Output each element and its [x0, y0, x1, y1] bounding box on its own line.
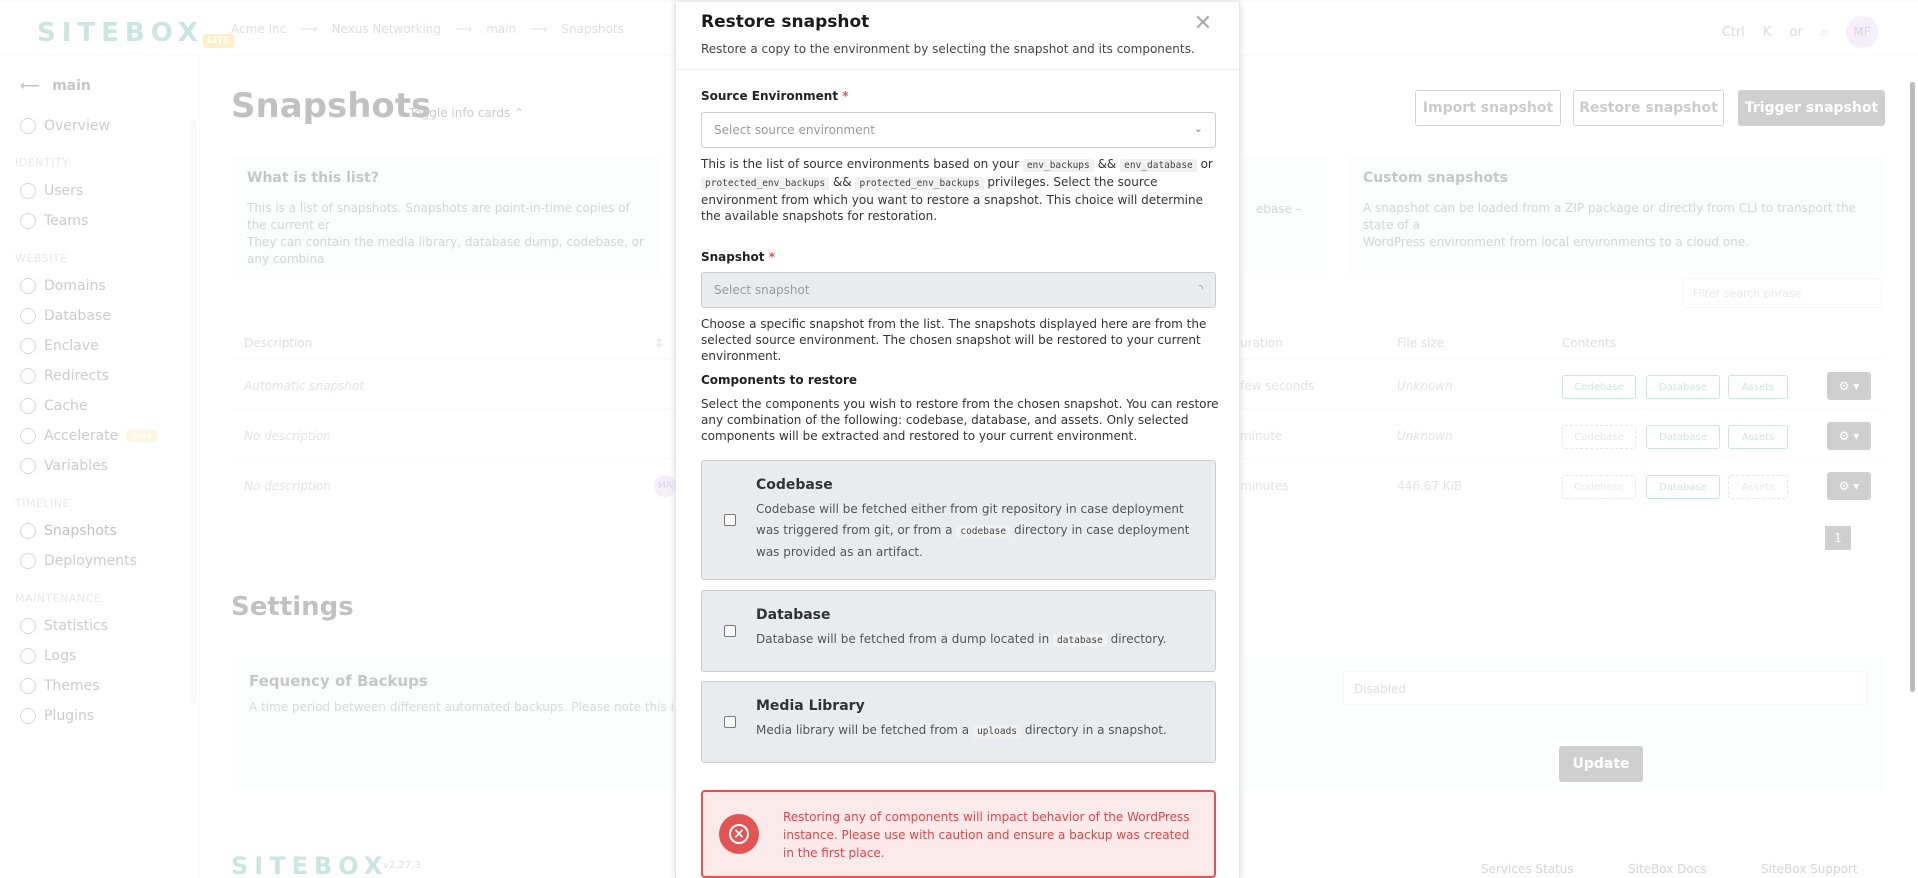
codebase-checkbox[interactable] — [724, 514, 736, 526]
snapshot-select[interactable]: Select snapshot ◝ — [701, 272, 1216, 308]
warning-text: Restoring any of components will impact behavior of the WordPress instance. Please use with caution and ensure a backup was created in the first place. — [783, 810, 1190, 860]
page-scrollbar[interactable] — [1910, 82, 1915, 692]
codebase-title: Codebase — [756, 477, 833, 493]
media-desc: Media library will be fetched from a uploads directory in a snapshot. — [756, 723, 1167, 737]
chevron-down-icon: ⌄ — [1193, 122, 1203, 135]
close-icon[interactable]: ✕ — [1193, 11, 1213, 36]
dialog-title: Restore snapshot — [701, 12, 870, 32]
database-desc: Database will be fetched from a dump located in database directory. — [756, 632, 1167, 646]
component-media-library[interactable] — [701, 681, 1216, 763]
media-checkbox[interactable] — [724, 716, 736, 728]
components-help: Select the components you wish to restore from the chosen snapshot. You can restore any combination of the following: codebase, database, and assets. Only selected components will be extracted and restored to your current environment. — [701, 397, 1219, 443]
warning-alert — [701, 790, 1216, 878]
component-codebase[interactable] — [701, 460, 1216, 580]
components-label: Components to restore — [701, 373, 858, 387]
dialog-header — [676, 2, 1239, 70]
component-database[interactable] — [701, 590, 1216, 672]
media-title: Media Library — [756, 698, 865, 714]
restore-snapshot-dialog — [675, 2, 1240, 878]
database-title: Database — [756, 607, 831, 623]
dialog-subtitle: Restore a copy to the environment by selecting the snapshot and its components. — [701, 42, 1195, 56]
source-env-select[interactable]: Select source environment ⌄ — [701, 112, 1216, 148]
spinner-icon: ◝ — [1198, 282, 1203, 295]
snapshot-label: Snapshot * — [701, 250, 776, 264]
source-env-label: Source Environment * — [701, 89, 849, 103]
error-circle-icon: × — [719, 814, 759, 854]
database-checkbox[interactable] — [724, 625, 736, 637]
source-env-help: This is the list of source environments based on your env_backups && env_database or protected_env_backups && protected_env_backups privileges. Select the source environment from which you want to restore a snapshot. This choice will determine the available snapshots for restoration. — [701, 157, 1213, 223]
codebase-desc: Codebase will be fetched either from git repository in case deployment was triggered from git, or from a codebase directory in case deployment was provided as an artifact. — [756, 502, 1190, 559]
snapshot-help: Choose a specific snapshot from the list. The snapshots displayed here are from the selected source environment. The chosen snapshot will be restored to your current environment. — [701, 317, 1207, 363]
